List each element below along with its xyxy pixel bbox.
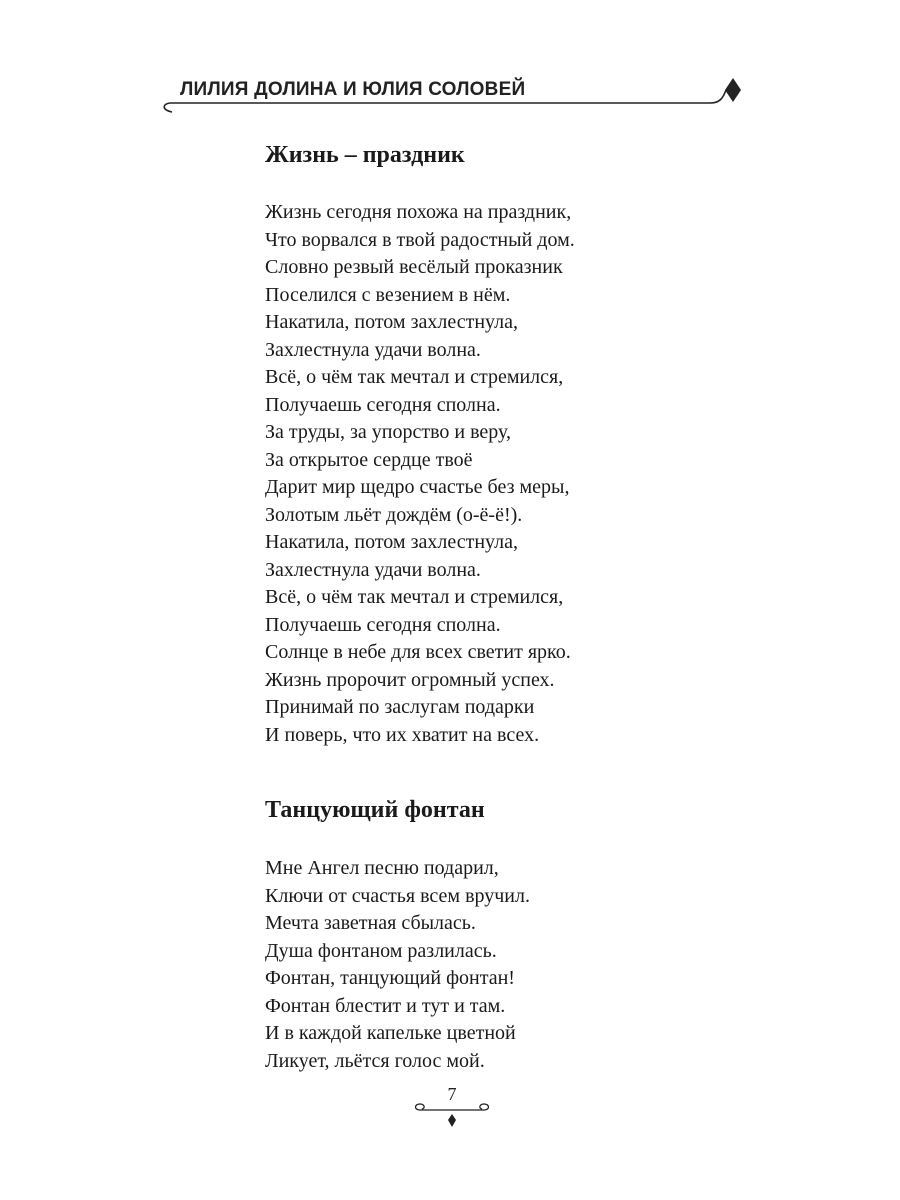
poem-line: Поселился с везением в нём. bbox=[265, 283, 511, 306]
poem-line: Душа фонтаном разлилась. bbox=[265, 939, 497, 962]
poem-tantsuyushchiy-fontan bbox=[265, 795, 530, 1075]
poem-line: Мне Ангел песню подарил, bbox=[265, 857, 499, 879]
poem-line: Что ворвался в твой радостный дом. bbox=[265, 228, 575, 251]
poem-line: Солнце в небе для всех светит ярко. bbox=[265, 641, 571, 663]
poem-line: Мечта заветная сбылась. bbox=[265, 912, 476, 934]
poem-title: Танцующий фонтан bbox=[265, 797, 485, 823]
poem-stanza bbox=[265, 199, 575, 749]
page-number: 7 bbox=[447, 1084, 457, 1104]
poem-line: Фонтан блестит и тут и там. bbox=[265, 994, 506, 1017]
running-title: ЛИЛИЯ ДОЛИНА И ЮЛИЯ СОЛОВЕЙ bbox=[180, 79, 526, 100]
poem-line: И в каждой капельке цветной bbox=[265, 1022, 516, 1044]
poem-line: Получаешь сегодня сполна. bbox=[265, 613, 501, 636]
poem-line: Захлестнула удачи волна. bbox=[265, 558, 481, 581]
poem-line: Всё, о чём так мечтал и стремился, bbox=[265, 586, 564, 608]
poem-stanza bbox=[265, 855, 530, 1075]
poem-line: Ликует, льётся голос мой. bbox=[265, 1049, 485, 1072]
poem-line: Фонтан, танцующий фонтан! bbox=[265, 967, 515, 989]
page-footer bbox=[410, 1082, 494, 1130]
poem-line: Получаешь сегодня сполна. bbox=[265, 393, 501, 416]
poem-line: Захлестнула удачи волна. bbox=[265, 338, 481, 361]
poem-title: Жизнь – праздник bbox=[265, 142, 465, 168]
poem-line: Словно резвый весёлый проказник bbox=[265, 256, 563, 278]
poem-line: Дарит мир щедро счастье без меры, bbox=[265, 476, 570, 498]
poem-line: Золотым льёт дождём (о-ё-ё!). bbox=[265, 503, 523, 526]
poem-line: И поверь, что их хватит на всех. bbox=[265, 723, 540, 746]
poem-line: Накатила, потом захлестнула, bbox=[265, 311, 519, 333]
poem-line: Накатила, потом захлестнула, bbox=[265, 531, 519, 553]
running-header bbox=[150, 60, 750, 130]
poem-zhizn-prazdnik bbox=[265, 140, 575, 749]
poem-line: Ключи от счастья всем вручил. bbox=[265, 884, 530, 907]
poem-line: За открытое сердце твоё bbox=[265, 448, 473, 471]
poem-line: Принимай по заслугам подарки bbox=[265, 696, 535, 718]
poem-line: За труды, за упорство и веру, bbox=[265, 421, 512, 443]
poem-line: Жизнь пророчит огромный успех. bbox=[265, 668, 555, 691]
poem-line: Всё, о чём так мечтал и стремился, bbox=[265, 366, 564, 388]
poem-line: Жизнь сегодня похожа на праздник, bbox=[265, 201, 572, 223]
